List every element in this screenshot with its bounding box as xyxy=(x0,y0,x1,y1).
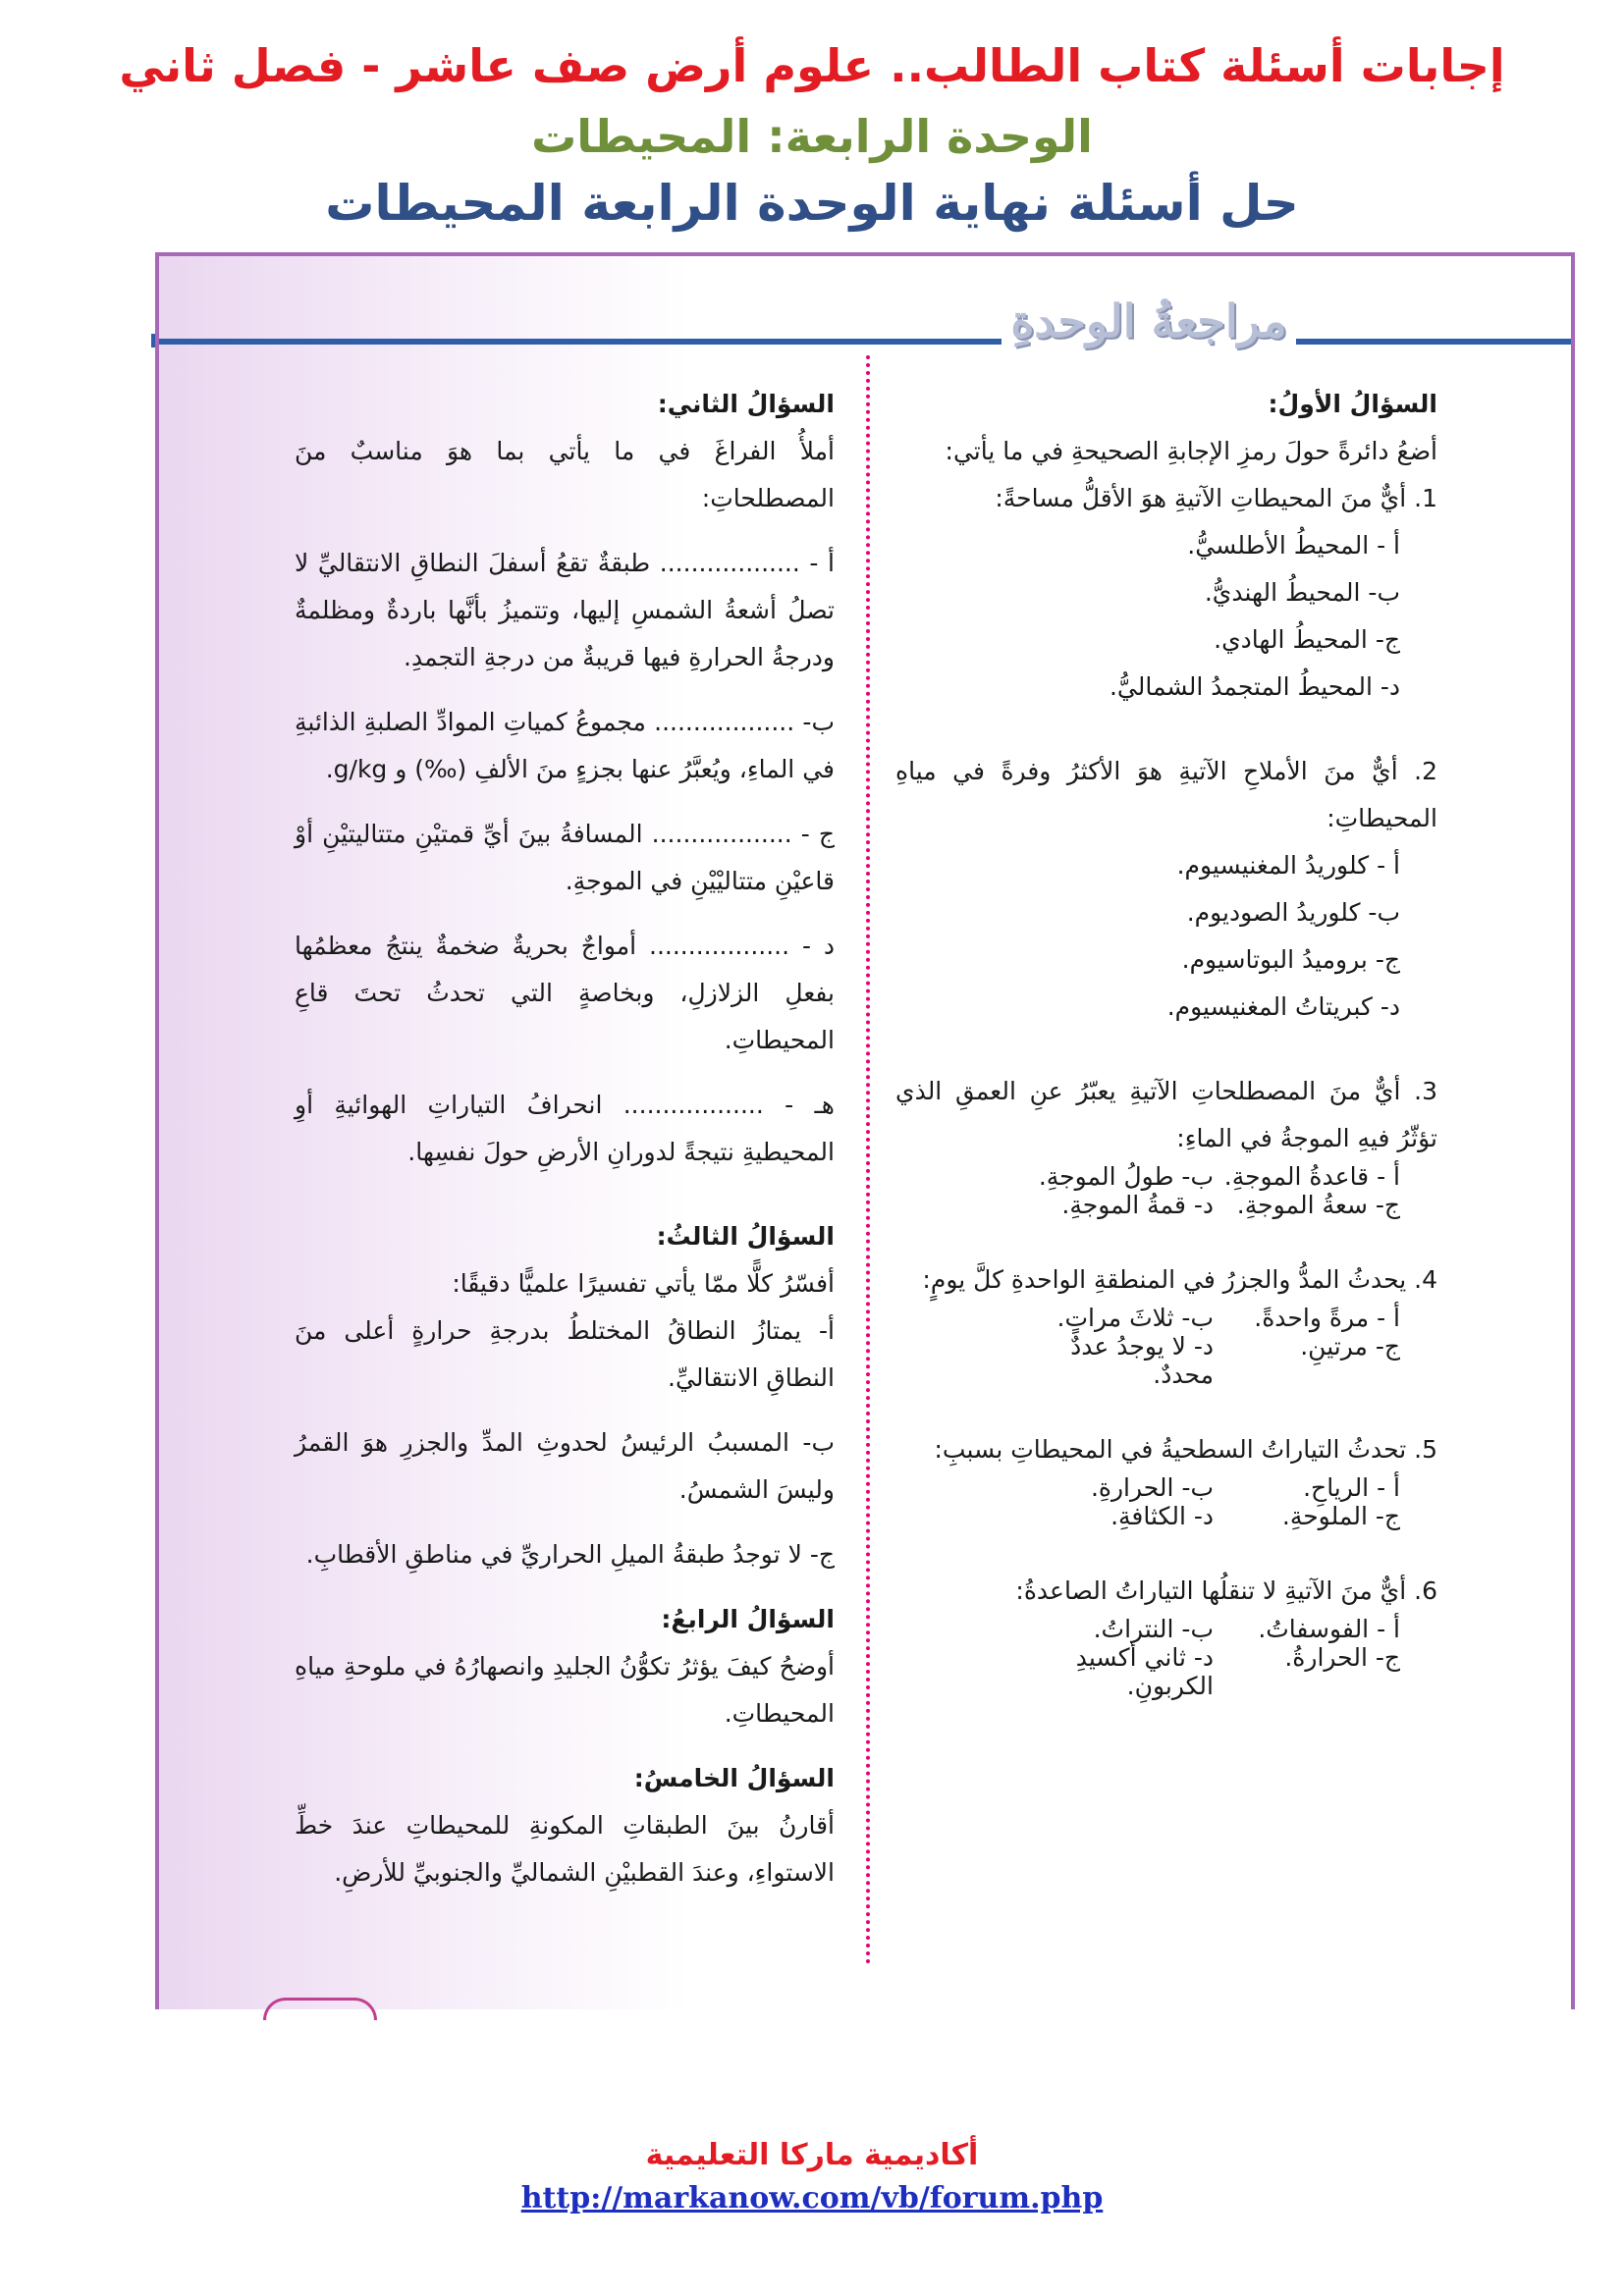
fill-blank-item: هـ - .................. انحرافُ التياراتِ الهوائيةِ أوِ المحيطيةِ نتيجةً لدورانِ الأرضِ حولَ نفسِها. xyxy=(295,1091,835,1166)
q2-instruction: أملأُ الفراغَ في ما يأتي بما هوَ مناسبٌ منَ المصطلحاتِ: xyxy=(295,437,835,512)
mcq-item xyxy=(895,475,1437,711)
mcq-option: ج- مرتينِ. xyxy=(1300,1332,1400,1361)
mcq-option: د- كبريتاتُ المغنيسيوم. xyxy=(1166,992,1400,1021)
fill-blank-item: ج - .................. المسافةُ بينَ أيِّ قمتيْنِ متتاليتيْنِ أوْ قاعيْنِ متتاليْيْنِ في الموجةِ. xyxy=(295,820,835,895)
column-divider xyxy=(866,355,870,1965)
mcq-item xyxy=(895,1256,1437,1389)
right-column xyxy=(895,381,1437,1700)
mcq-item xyxy=(895,1068,1437,1219)
q2-heading: السؤالُ الثاني: xyxy=(657,390,835,418)
mcq-option: ج- الحرارةُ. xyxy=(1284,1643,1400,1672)
section-title: مراجعةُ الوحدةِ xyxy=(1010,294,1287,347)
fill-blank-item: ب- .................. مجموعُ كمياتِ الموادِّ الصلبةِ الذائبةِ في الماءِ، ويُعبَّرُ عنها بجزءٍ منَ الألفِ (‰) و g/kg. xyxy=(295,708,835,783)
q5-heading: السؤالُ الخامسُ: xyxy=(633,1764,835,1792)
explain-item: ج- لا توجدُ طبقةُ الميلِ الحراريِّ في مناطقِ الأقطابِ. xyxy=(305,1540,835,1569)
q5-text: أقارنُ بينَ الطبقاتِ المكونةِ للمحيطاتِ عندَ خطِّ الاستواءِ، وعندَ القطبيْنِ الشماليِّ والجنوبيِّ للأرضِ. xyxy=(295,1811,835,1887)
page-number-badge xyxy=(263,1998,377,2020)
fill-blank-item: أ - .................. طبقةٌ تقعُ أسفلَ النطاقِ الانتقاليِّ لا تصلُ أشعةُ الشمسِ إليها، وتتميزُ بأنَّها باردةٌ ومظلمةٌ ودرجةُ الحرارةِ فيها قريبةٌ من درجةِ التجمدِ. xyxy=(295,549,835,671)
q3-heading: السؤالُ الثالثُ: xyxy=(656,1222,835,1251)
mcq-item xyxy=(895,1568,1437,1700)
mcq-option: أ - مرةً واحدةً. xyxy=(1254,1304,1400,1332)
q1-instruction: أضعُ دائرةً حولَ رمزِ الإجابةِ الصحيحةِ في ما يأتي: xyxy=(945,437,1437,465)
forum-link[interactable]: http://markanow.com/vb/forum.php xyxy=(520,2181,1104,2216)
mcq-option: ج- بروميدُ البوتاسيوم. xyxy=(1181,945,1400,974)
mcq-option: أ - كلوريدُ المغنيسيوم. xyxy=(1176,851,1400,880)
mcq-option: د- الكثافةِ. xyxy=(1110,1502,1214,1530)
mcq-option: ج- المحيطُ الهادي. xyxy=(1214,625,1400,654)
page-border-top xyxy=(155,252,1575,256)
mcq-option: أ - الرياحِ. xyxy=(1303,1473,1400,1502)
mcq-option: د- ثاني أكسيدِ الكربونِ. xyxy=(1075,1643,1214,1700)
mcq-stem: 4. يحدثُ المدُّ والجزرُ في المنطقةِ الواحدةِ كلَّ يومٍ: xyxy=(922,1265,1437,1294)
section-rule xyxy=(159,339,1571,345)
q3-instruction: أفسّرُ كلًّا ممّا يأتي تفسيرًا علميًّا دقيقًا: xyxy=(452,1269,835,1298)
mcq-option: أ - الفوسفاتُ. xyxy=(1258,1615,1400,1643)
mcq-option: ج- الملوحةِ. xyxy=(1281,1502,1400,1530)
mcq-option: ج- سعةُ الموجةِ. xyxy=(1236,1191,1400,1219)
left-column xyxy=(295,381,835,1896)
mcq-option: أ - المحيطُ الأطلسيُّ. xyxy=(1187,531,1400,560)
document-subtitle: حل أسئلة نهاية الوحدة الرابعة المحيطات xyxy=(325,175,1299,232)
section-rule-tick xyxy=(151,334,155,347)
fill-blank-item: د - .................. أمواجٌ بحريةٌ ضخمةٌ ينتجُ معظمُها بفعلِ الزلازلِ، وبخاصةٍ التي تحدثُ تحتَ قاعِ المحيطاتِ. xyxy=(295,932,835,1054)
mcq-stem: 5. تحدثُ التياراتُ السطحيةُ في المحيطاتِ بسببِ: xyxy=(934,1435,1437,1464)
mcq-option: أ - قاعدةُ الموجةِ. xyxy=(1223,1162,1400,1191)
document-title: إجابات أسئلة كتاب الطالب.. علوم أرض صف عاشر - فصل ثاني xyxy=(119,39,1505,92)
mcq-option: د- المحيطُ المتجمدُ الشماليُّ. xyxy=(1109,672,1400,701)
mcq-stem: 6. أيٌّ منَ الآتيةِ لا تنقلُها التياراتُ الصاعدةُ: xyxy=(1015,1576,1437,1605)
mcq-stem: 3. أيٌّ منَ المصطلحاتِ الآتيةِ يعبّرُ عنِ العمقِ الذي تؤثّرُ فيهِ الموجةُ في الماءِ: xyxy=(895,1077,1437,1152)
page-border-right xyxy=(1571,252,1575,2009)
mcq-option: ب- طولُ الموجةِ. xyxy=(1038,1162,1214,1191)
mcq-stem: 1. أيٌّ منَ المحيطاتِ الآتيةِ هوَ الأقلُّ مساحةً: xyxy=(995,484,1437,512)
mcq-option: ب- المحيطُ الهنديُّ. xyxy=(1204,578,1400,607)
mcq-option: ب- الحرارةِ. xyxy=(1090,1473,1214,1502)
mcq-stem: 2. أيٌّ منَ الأملاحِ الآتيةِ هوَ الأكثرُ وفرةً في مياهِ المحيطاتِ: xyxy=(895,757,1437,832)
mcq-item xyxy=(895,748,1437,1031)
q4-text: أوضحُ كيفَ يؤثرُ تكوُّنُ الجليدِ وانصهارُهُ في ملوحةِ مياهِ المحيطاتِ. xyxy=(295,1652,835,1728)
mcq-option: ب- النتراتُ. xyxy=(1093,1615,1214,1643)
mcq-item xyxy=(895,1426,1437,1530)
explain-item: ب- المسببُ الرئيسُ لحدوثِ المدِّ والجزرِ هوَ القمرُ وليسَ الشمسُ. xyxy=(295,1428,835,1504)
page-border-left xyxy=(155,252,159,2009)
q4-heading: السؤالُ الرابعُ: xyxy=(661,1605,835,1633)
mcq-option: د- لا يوجدُ عددٌ محددٌ. xyxy=(1070,1332,1214,1389)
explain-item: أ- يمتازُ النطاقُ المختلطُ بدرجةِ حرارةٍ أعلى منَ النطاقِ الانتقاليِّ. xyxy=(295,1316,835,1392)
mcq-option: ب- كلوريدُ الصوديوم. xyxy=(1186,898,1400,927)
q1-heading: السؤالُ الأولُ: xyxy=(1268,390,1437,418)
academy-name: أكاديمية ماركا التعليمية xyxy=(645,2138,979,2172)
mcq-option: ب- ثلاثَ مراتٍ. xyxy=(1056,1304,1214,1332)
mcq-option: د- قمةُ الموجةِ. xyxy=(1061,1191,1214,1219)
unit-title: الوحدة الرابعة: المحيطات xyxy=(531,110,1093,163)
